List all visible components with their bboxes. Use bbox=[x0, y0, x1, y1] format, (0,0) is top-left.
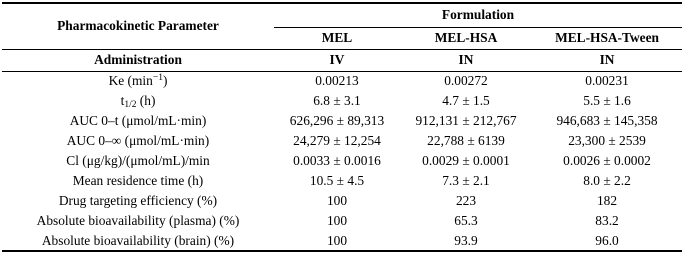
administration-label: Administration bbox=[94, 52, 182, 67]
cell-value: 100 bbox=[326, 193, 348, 208]
row-label-thalf bbox=[2, 91, 274, 111]
cell-value: 10.5 ± 4.5 bbox=[309, 173, 365, 188]
cell-value: 93.9 bbox=[454, 232, 478, 248]
table-row bbox=[2, 71, 682, 91]
cell-value: 100 bbox=[326, 232, 348, 248]
administration-mel-hsa: IN bbox=[458, 52, 474, 67]
row-label: Mean residence time (h) bbox=[72, 173, 204, 188]
row-label-ke bbox=[2, 71, 274, 91]
administration-row bbox=[2, 49, 682, 71]
cell-value: 0.00213 bbox=[315, 73, 359, 89]
table-row bbox=[2, 91, 682, 111]
table-row bbox=[2, 191, 682, 211]
cell-value: 946,683 ± 145,358 bbox=[556, 113, 658, 128]
table-row bbox=[2, 171, 682, 191]
cell-value: 8.0 ± 2.2 bbox=[583, 173, 631, 188]
thalf-label-main: t bbox=[120, 92, 125, 108]
administration-mel-hsa-tween: IN bbox=[599, 52, 615, 67]
cell-value: 65.3 bbox=[454, 213, 478, 228]
row-label: AUC 0–t (μmol/mL·min) bbox=[69, 113, 207, 128]
cell-value: 0.0029 ± 0.0001 bbox=[422, 153, 510, 168]
table-row bbox=[2, 231, 682, 251]
parameter-column-header: Pharmacokinetic Parameter bbox=[2, 3, 274, 49]
formulation-group-header: Formulation bbox=[274, 3, 682, 27]
row-label: Absolute bioavailability (plasma) (%) bbox=[36, 213, 240, 228]
cell-value: 0.0033 ± 0.0016 bbox=[293, 153, 381, 168]
table-row bbox=[2, 211, 682, 231]
table-row bbox=[2, 131, 682, 151]
ke-label-end: ) bbox=[162, 73, 168, 89]
cell-value: 626,296 ± 89,313 bbox=[289, 113, 385, 128]
ke-label-main: Ke (min bbox=[108, 73, 153, 89]
cell-value: 4.7 ± 1.5 bbox=[442, 93, 490, 108]
header-row-top bbox=[2, 3, 682, 27]
formulation-header-mel-hsa-tween: MEL-HSA-Tween bbox=[555, 30, 659, 45]
cell-value: 7.3 ± 2.1 bbox=[442, 173, 490, 188]
formulation-header-mel-hsa: MEL-HSA bbox=[434, 30, 498, 45]
cell-value: 96.0 bbox=[595, 232, 619, 248]
ke-label-sup: −1 bbox=[152, 73, 163, 84]
cell-value: 0.0026 ± 0.0002 bbox=[563, 153, 651, 168]
row-label: AUC 0–∞ (μmol/mL·min) bbox=[66, 133, 210, 148]
thalf-label-end: (h) bbox=[136, 92, 156, 108]
table-row bbox=[2, 111, 682, 131]
cell-value: 100 bbox=[326, 213, 348, 228]
cell-value: 223 bbox=[455, 193, 477, 208]
cell-value: 24,279 ± 12,254 bbox=[293, 133, 381, 148]
cell-value: 5.5 ± 1.6 bbox=[583, 93, 631, 108]
administration-mel: IV bbox=[329, 52, 345, 67]
cell-value: 83.2 bbox=[595, 213, 619, 228]
cell-value: 0.00272 bbox=[444, 73, 488, 89]
cell-value: 6.8 ± 3.1 bbox=[313, 93, 361, 108]
cell-value: 0.00231 bbox=[585, 73, 629, 89]
cell-value: 22,788 ± 6139 bbox=[427, 133, 505, 148]
table-row bbox=[2, 151, 682, 171]
cell-value: 912,131 ± 212,767 bbox=[415, 113, 517, 128]
formulation-header-mel: MEL bbox=[321, 30, 353, 45]
row-label: Drug targeting efficiency (%) bbox=[58, 193, 218, 208]
cell-value: 23,300 ± 2539 bbox=[568, 133, 646, 148]
thalf-label-sub: 1/2 bbox=[124, 99, 137, 110]
pk-parameters-table bbox=[2, 2, 682, 252]
cell-value: 182 bbox=[596, 193, 618, 208]
row-label: Cl (μg/kg)/(μmol/mL)/min bbox=[66, 153, 210, 168]
row-label: Absolute bioavailability (brain) (%) bbox=[41, 232, 235, 248]
